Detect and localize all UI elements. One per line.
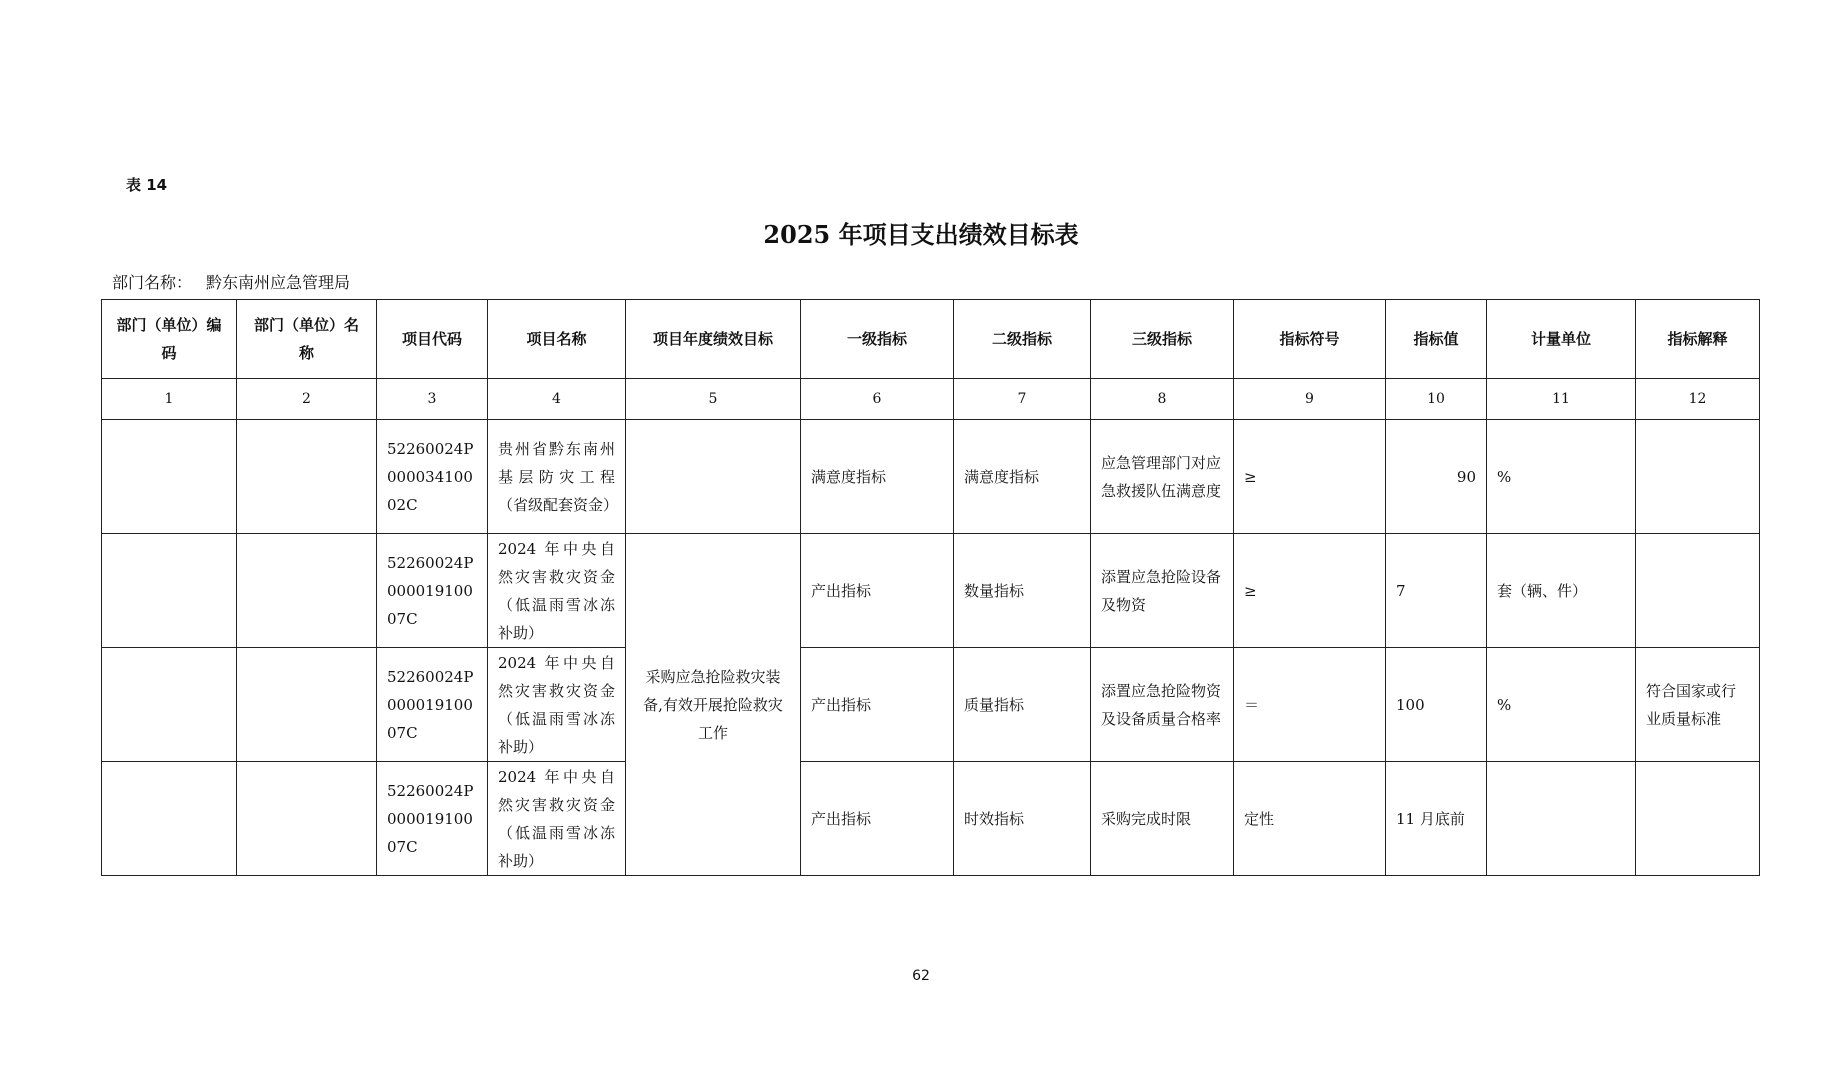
unit-cell: 套（辆、件） (1487, 534, 1636, 648)
project-code-cell: 52260024P00001910007C (377, 534, 488, 648)
header-project-code: 项目代码 (377, 300, 488, 379)
page-number: 62 (912, 968, 930, 984)
page-title: 2025 年项目支出绩效目标表 (763, 220, 1079, 249)
column-number: 8 (1091, 379, 1234, 420)
header-project-name: 项目名称 (488, 300, 626, 379)
value-cell: 7 (1386, 534, 1487, 648)
column-number: 5 (626, 379, 801, 420)
dept-code-cell (102, 762, 237, 876)
project-code-cell: 52260024P00003410002C (377, 420, 488, 534)
level2-cell: 数量指标 (954, 534, 1091, 648)
table-row (102, 648, 1760, 762)
level1-cell: 产出指标 (801, 762, 954, 876)
level2-cell: 质量指标 (954, 648, 1091, 762)
performance-table (101, 299, 1760, 876)
header-value: 指标值 (1386, 300, 1487, 379)
header-unit: 计量单位 (1487, 300, 1636, 379)
header-row (102, 300, 1760, 379)
level1-cell: 满意度指标 (801, 420, 954, 534)
level2-cell: 时效指标 (954, 762, 1091, 876)
column-number: 10 (1386, 379, 1487, 420)
column-number: 7 (954, 379, 1091, 420)
unit-cell: % (1487, 420, 1636, 534)
project-name-cell: 2024 年中央自然灾害救灾资金（低温雨雪冰冻补助） (488, 762, 626, 876)
dept-code-cell (102, 648, 237, 762)
header-level3: 三级指标 (1091, 300, 1234, 379)
column-number: 12 (1636, 379, 1760, 420)
department-label: 部门名称： (112, 273, 193, 292)
level1-cell: 产出指标 (801, 648, 954, 762)
level2-cell: 满意度指标 (954, 420, 1091, 534)
value-cell: 90 (1386, 420, 1487, 534)
dept-name-cell (237, 420, 377, 534)
project-code-cell: 52260024P00001910007C (377, 648, 488, 762)
column-number-row (102, 379, 1760, 420)
table-row (102, 534, 1760, 648)
level3-cell: 添置应急抢险物资及设备质量合格率 (1091, 648, 1234, 762)
annual-goal-cell (626, 420, 801, 534)
department-line (112, 270, 350, 293)
explain-cell (1636, 420, 1760, 534)
column-number: 2 (237, 379, 377, 420)
explain-cell: 符合国家或行业质量标准 (1636, 648, 1760, 762)
level3-cell: 应急管理部门对应急救援队伍满意度 (1091, 420, 1234, 534)
level3-cell: 添置应急抢险设备及物资 (1091, 534, 1234, 648)
dept-code-cell (102, 534, 237, 648)
column-number: 9 (1234, 379, 1386, 420)
header-annual-goal: 项目年度绩效目标 (626, 300, 801, 379)
symbol-cell: 定性 (1234, 762, 1386, 876)
project-name-cell: 贵州省黔东南州基层防灾工程（省级配套资金） (488, 420, 626, 534)
explain-cell (1636, 762, 1760, 876)
explain-cell (1636, 534, 1760, 648)
table-label: 表 14 (126, 176, 168, 194)
dept-name-cell (237, 648, 377, 762)
header-dept-code: 部门（单位）编码 (102, 300, 237, 379)
table-row (102, 420, 1760, 534)
column-number: 1 (102, 379, 237, 420)
value-cell: 100 (1386, 648, 1487, 762)
header-symbol: 指标符号 (1234, 300, 1386, 379)
unit-cell: % (1487, 648, 1636, 762)
dept-name-cell (237, 762, 377, 876)
column-number: 3 (377, 379, 488, 420)
column-number: 4 (488, 379, 626, 420)
symbol-cell: ≥ (1234, 534, 1386, 648)
symbol-cell: ＝ (1234, 648, 1386, 762)
project-name-cell: 2024 年中央自然灾害救灾资金（低温雨雪冰冻补助） (488, 534, 626, 648)
header-dept-name: 部门（单位）名称 (237, 300, 377, 379)
annual-goal-cell: 采购应急抢险救灾装备,有效开展抢险救灾工作 (626, 534, 801, 876)
project-code-cell: 52260024P00001910007C (377, 762, 488, 876)
level3-cell: 采购完成时限 (1091, 762, 1234, 876)
value-cell: 11 月底前 (1386, 762, 1487, 876)
department-value: 黔东南州应急管理局 (206, 273, 351, 292)
dept-code-cell (102, 420, 237, 534)
level1-cell: 产出指标 (801, 534, 954, 648)
header-explain: 指标解释 (1636, 300, 1760, 379)
header-level1: 一级指标 (801, 300, 954, 379)
column-number: 11 (1487, 379, 1636, 420)
project-name-cell: 2024 年中央自然灾害救灾资金（低温雨雪冰冻补助） (488, 648, 626, 762)
table-row (102, 762, 1760, 876)
unit-cell (1487, 762, 1636, 876)
dept-name-cell (237, 534, 377, 648)
header-level2: 二级指标 (954, 300, 1091, 379)
symbol-cell: ≥ (1234, 420, 1386, 534)
column-number: 6 (801, 379, 954, 420)
